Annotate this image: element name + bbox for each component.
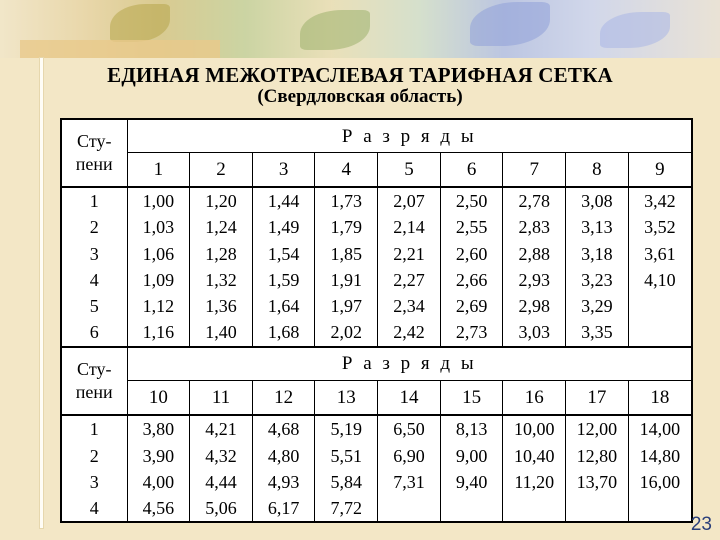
coefficient-cell: 4,68 xyxy=(252,415,315,443)
page-number: 23 xyxy=(690,514,712,535)
step-number-cell: 5 xyxy=(62,293,127,319)
coefficient-cell xyxy=(628,319,691,347)
coefficient-cell: 14,80 xyxy=(628,442,691,468)
step-number-cell: 6 xyxy=(62,319,127,347)
coefficient-cell: 1,28 xyxy=(190,241,253,267)
coefficient-cell: 6,90 xyxy=(378,442,441,468)
coefficient-cell xyxy=(628,293,691,319)
page-title: ЕДИНАЯ МЕЖОТРАСЛЕВАЯ ТАРИФНАЯ СЕТКА xyxy=(107,63,613,87)
coefficient-cell: 1,00 xyxy=(127,187,190,215)
coefficient-cell: 2,07 xyxy=(378,187,441,215)
coefficient-cell: 1,44 xyxy=(252,187,315,215)
step-number-cell: 3 xyxy=(62,241,127,267)
coefficient-cell: 7,31 xyxy=(378,469,441,495)
coefficient-cell: 16,00 xyxy=(628,469,691,495)
grades-header-row xyxy=(62,347,691,381)
coefficient-cell: 3,08 xyxy=(566,187,629,215)
grade-number-header: 1 xyxy=(127,153,190,187)
coefficient-cell: 2,34 xyxy=(378,293,441,319)
steps-column-header xyxy=(62,347,127,415)
coefficient-cell: 2,21 xyxy=(378,241,441,267)
coefficient-cell: 1,73 xyxy=(315,187,378,215)
decorative-left-rule xyxy=(40,58,43,528)
grades-group-header: Р а з р я д ы xyxy=(127,347,691,381)
coefficient-cell: 1,20 xyxy=(190,187,253,215)
coefficient-cell: 2,78 xyxy=(503,187,566,215)
coefficient-cell: 5,06 xyxy=(190,495,253,521)
coefficient-cell: 13,70 xyxy=(566,469,629,495)
step-number-cell: 1 xyxy=(62,187,127,215)
coefficient-cell: 1,85 xyxy=(315,241,378,267)
grade-number-header: 10 xyxy=(127,381,190,415)
coefficient-cell xyxy=(628,495,691,521)
coefficient-cell: 9,00 xyxy=(440,442,503,468)
table-row xyxy=(62,267,691,293)
coefficient-cell: 1,24 xyxy=(190,214,253,240)
coefficient-cell: 1,59 xyxy=(252,267,315,293)
table-row xyxy=(62,469,691,495)
coefficient-cell: 2,66 xyxy=(440,267,503,293)
coefficient-cell: 12,80 xyxy=(566,442,629,468)
coefficient-cell: 10,40 xyxy=(503,442,566,468)
grade-numbers-row xyxy=(62,153,691,187)
coefficient-cell: 2,02 xyxy=(315,319,378,347)
table-row xyxy=(62,319,691,347)
coefficient-cell: 2,83 xyxy=(503,214,566,240)
table-row xyxy=(62,214,691,240)
coefficient-cell: 1,40 xyxy=(190,319,253,347)
table-row xyxy=(62,293,691,319)
coefficient-cell: 2,93 xyxy=(503,267,566,293)
coefficient-cell: 8,13 xyxy=(440,415,503,443)
coefficient-cell: 4,44 xyxy=(190,469,253,495)
coefficient-cell: 3,29 xyxy=(566,293,629,319)
steps-header-line2: пени xyxy=(75,153,113,174)
steps-header-line1: Сту- xyxy=(77,359,112,380)
coefficient-cell: 5,19 xyxy=(315,415,378,443)
coefficient-cell: 12,00 xyxy=(566,415,629,443)
coefficient-cell: 5,51 xyxy=(315,442,378,468)
coefficient-cell: 3,35 xyxy=(566,319,629,347)
decorative-accent-bar xyxy=(20,40,220,58)
steps-header-line2: пени xyxy=(75,381,113,402)
grade-number-header: 16 xyxy=(503,381,566,415)
coefficient-cell: 10,00 xyxy=(503,415,566,443)
coefficient-cell: 2,27 xyxy=(378,267,441,293)
tariff-table-container xyxy=(60,118,693,523)
table-row xyxy=(62,442,691,468)
grade-number-header: 17 xyxy=(566,381,629,415)
coefficient-cell: 3,80 xyxy=(127,415,190,443)
coefficient-cell: 1,97 xyxy=(315,293,378,319)
coefficient-cell: 1,68 xyxy=(252,319,315,347)
coefficient-cell: 11,20 xyxy=(503,469,566,495)
coefficient-cell: 9,40 xyxy=(440,469,503,495)
table-row xyxy=(62,415,691,443)
grade-number-header: 2 xyxy=(190,153,253,187)
coefficient-cell: 2,73 xyxy=(440,319,503,347)
step-number-cell: 2 xyxy=(62,442,127,468)
step-number-cell: 3 xyxy=(62,469,127,495)
grade-number-header: 18 xyxy=(628,381,691,415)
coefficient-cell: 3,23 xyxy=(566,267,629,293)
coefficient-cell: 1,49 xyxy=(252,214,315,240)
coefficient-cell: 4,32 xyxy=(190,442,253,468)
coefficient-cell: 1,36 xyxy=(190,293,253,319)
coefficient-cell: 2,50 xyxy=(440,187,503,215)
grade-number-header: 3 xyxy=(252,153,315,187)
grade-number-header: 9 xyxy=(628,153,691,187)
coefficient-cell: 4,80 xyxy=(252,442,315,468)
coefficient-cell: 1,06 xyxy=(127,241,190,267)
coefficient-cell: 1,64 xyxy=(252,293,315,319)
coefficient-cell: 3,18 xyxy=(566,241,629,267)
grade-number-header: 5 xyxy=(378,153,441,187)
grade-number-header: 15 xyxy=(440,381,503,415)
coefficient-cell: 14,00 xyxy=(628,415,691,443)
coefficient-cell xyxy=(378,495,441,521)
coefficient-cell: 2,55 xyxy=(440,214,503,240)
table-row xyxy=(62,241,691,267)
grades-group-header: Р а з р я д ы xyxy=(127,120,691,153)
coefficient-cell: 2,42 xyxy=(378,319,441,347)
grade-number-header: 12 xyxy=(252,381,315,415)
grade-number-header: 4 xyxy=(315,153,378,187)
grade-number-header: 13 xyxy=(315,381,378,415)
coefficient-cell: 4,21 xyxy=(190,415,253,443)
grade-number-header: 8 xyxy=(566,153,629,187)
coefficient-cell: 1,32 xyxy=(190,267,253,293)
coefficient-cell: 1,16 xyxy=(127,319,190,347)
steps-column-header xyxy=(62,120,127,187)
grade-number-header: 11 xyxy=(190,381,253,415)
coefficient-cell: 1,79 xyxy=(315,214,378,240)
table-row xyxy=(62,187,691,215)
grade-number-header: 6 xyxy=(440,153,503,187)
coefficient-cell: 4,56 xyxy=(127,495,190,521)
step-number-cell: 1 xyxy=(62,415,127,443)
coefficient-cell xyxy=(503,495,566,521)
coefficient-cell: 7,72 xyxy=(315,495,378,521)
grade-numbers-row xyxy=(62,381,691,415)
coefficient-cell: 6,50 xyxy=(378,415,441,443)
coefficient-cell: 4,93 xyxy=(252,469,315,495)
page-subtitle: (Свердловская область) xyxy=(257,86,463,107)
grade-number-header: 7 xyxy=(503,153,566,187)
step-number-cell: 4 xyxy=(62,495,127,521)
step-number-cell: 2 xyxy=(62,214,127,240)
grades-header-row xyxy=(62,120,691,153)
table-row xyxy=(62,495,691,521)
coefficient-cell: 3,61 xyxy=(628,241,691,267)
step-number-cell: 4 xyxy=(62,267,127,293)
coefficient-cell: 3,42 xyxy=(628,187,691,215)
coefficient-cell: 1,03 xyxy=(127,214,190,240)
coefficient-cell: 3,13 xyxy=(566,214,629,240)
coefficient-cell: 2,14 xyxy=(378,214,441,240)
coefficient-cell: 1,91 xyxy=(315,267,378,293)
grade-number-header: 14 xyxy=(378,381,441,415)
steps-header-line1: Сту- xyxy=(77,131,112,152)
coefficient-cell: 4,10 xyxy=(628,267,691,293)
coefficient-cell: 2,98 xyxy=(503,293,566,319)
coefficient-cell: 5,84 xyxy=(315,469,378,495)
coefficient-cell: 3,90 xyxy=(127,442,190,468)
coefficient-cell: 6,17 xyxy=(252,495,315,521)
coefficient-cell: 3,52 xyxy=(628,214,691,240)
coefficient-cell xyxy=(440,495,503,521)
coefficient-cell xyxy=(566,495,629,521)
coefficient-cell: 2,60 xyxy=(440,241,503,267)
coefficient-cell: 3,03 xyxy=(503,319,566,347)
coefficient-cell: 4,00 xyxy=(127,469,190,495)
tariff-table xyxy=(62,120,691,521)
coefficient-cell: 1,54 xyxy=(252,241,315,267)
coefficient-cell: 1,12 xyxy=(127,293,190,319)
coefficient-cell: 1,09 xyxy=(127,267,190,293)
coefficient-cell: 2,69 xyxy=(440,293,503,319)
coefficient-cell: 2,88 xyxy=(503,241,566,267)
